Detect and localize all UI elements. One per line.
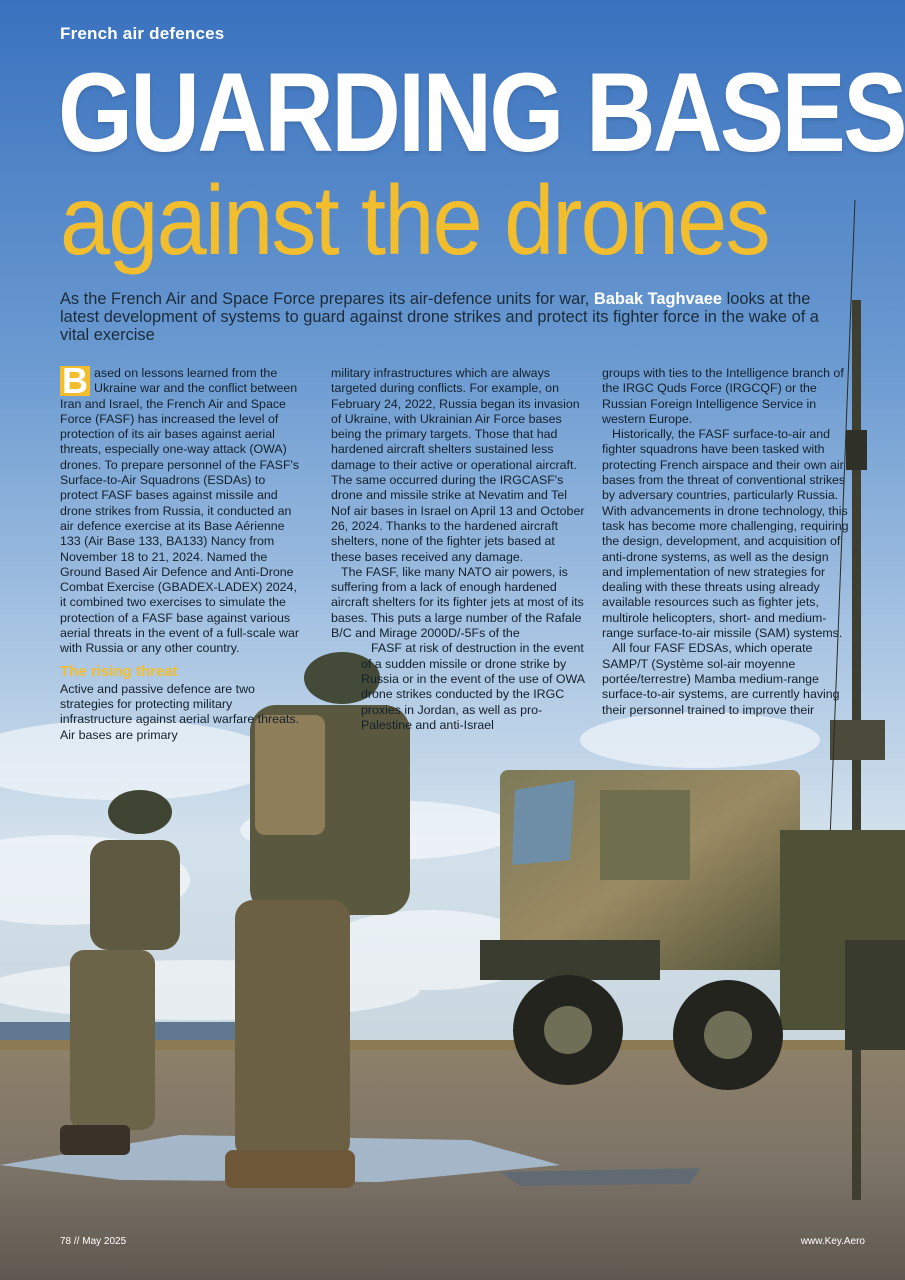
standfirst-text-before: As the French Air and Space Force prepares its air-defence units for war, (60, 290, 594, 308)
paragraph: FASF at risk of destruction in the event of a sudden missile or drone strike by Russia or in the event of the use of OWA drone strikes conducted by the IRGC proxies in Jordan, as well as pro-Palestine and anti-Israel (361, 641, 585, 732)
author-name: Babak Taghvaee (593, 290, 723, 308)
article-column-2 (331, 366, 585, 733)
paragraph: Active and passive defence are two strategies for protecting military infrastructure against aerial warfare threats. Air bases are primary (60, 681, 299, 742)
website-url: www.Key.Aero (800, 1236, 865, 1247)
paragraph: groups with ties to the Intelligence branch of the IRGC Quds Force (IRGCQF) or the Russian Foreign Intelligence Service in western Europe. (602, 366, 844, 426)
paragraph: All four FASF EDSAs, which operate SAMP/T (Système sol-air moyenne portée/terrestre) Mamba medium-range surface-to-air systems, are currently having their personnel trained to improve their (602, 641, 840, 717)
page-folio: 78 // May 2025 (60, 1236, 127, 1247)
article-column-1 (60, 360, 303, 743)
subheading: The rising threat (60, 662, 178, 680)
paragraph: ased on lessons learned from the Ukraine war and the conflict between Iran and Israel, the French Air and Space Force (FASF) has increased the level of protection of its air bases against aerial threats, especially one-way attack (OWA) drones. To prepare personnel of the FASF's Surface-to-Air Squadrons (ESDAs) to protect FASF bases against missile and drone strikes from Russia, it conducted an air defence exercise at its Base Aérienne 133 (Air Base 133, BA133) Nancy from November 18 to 21, 2024. Named the Ground Based Air Defence and Anti-Drone Combat Exercise (GBADEX-LADEX) 2024, it combined two exercises to simulate the protection of a FASF base against various aerial threats in the event of a full-scale war with Russia or any other country. (60, 366, 300, 656)
headline-subtitle: against the drones (60, 165, 769, 275)
standfirst (60, 290, 850, 344)
headline: GUARDING BASES (58, 50, 905, 175)
drop-cap: B (62, 360, 88, 401)
paragraph: military infrastructures which are always targeted during conflicts. For example, on February 24, 2022, Russia began its invasion of Ukraine, with Ukrainian Air Force bases being the primary targets. Those that had hardened aircraft shelters sustained less damage to their active or operational aircraft. The same occurred during the IRGCASF's drone and missile strike at Nevatim and Tel Nof air bases in Israel on April 13 and October 26, 2024. Thanks to the hardened aircraft shelters, none of the fighter jets based at these bases received any damage. (331, 366, 585, 564)
article-column-3 (602, 366, 852, 718)
paragraph: Historically, the FASF surface-to-air and fighter squadrons have been tasked with protecting French airspace and their own air bases from the threat of conventional strikes by adversary countries, particularly Russia. With advancements in drone technology, this task has become more challenging, requiring the design, development, and acquisition of anti-drone systems, as well as the design and implementation of new strategies for dealing with these threats using already available resources such as fighter jets, multirole helicopters, short- and medium-range surface-to-air missile (SAM) systems. (602, 427, 849, 641)
section-tag: French air defences (60, 24, 225, 43)
standfirst-text-after: looks at the latest development of systems to guard against drone strikes and protect its fighter force in the wake of a vital exercise (60, 290, 819, 344)
paragraph: The FASF, like many NATO air powers, is suffering from a lack of enough hardened aircraft shelters for its fighter jets at most of its bases. This puts a large number of the Rafale B/C and Mirage 2000D/-5Fs of the (331, 564, 584, 641)
